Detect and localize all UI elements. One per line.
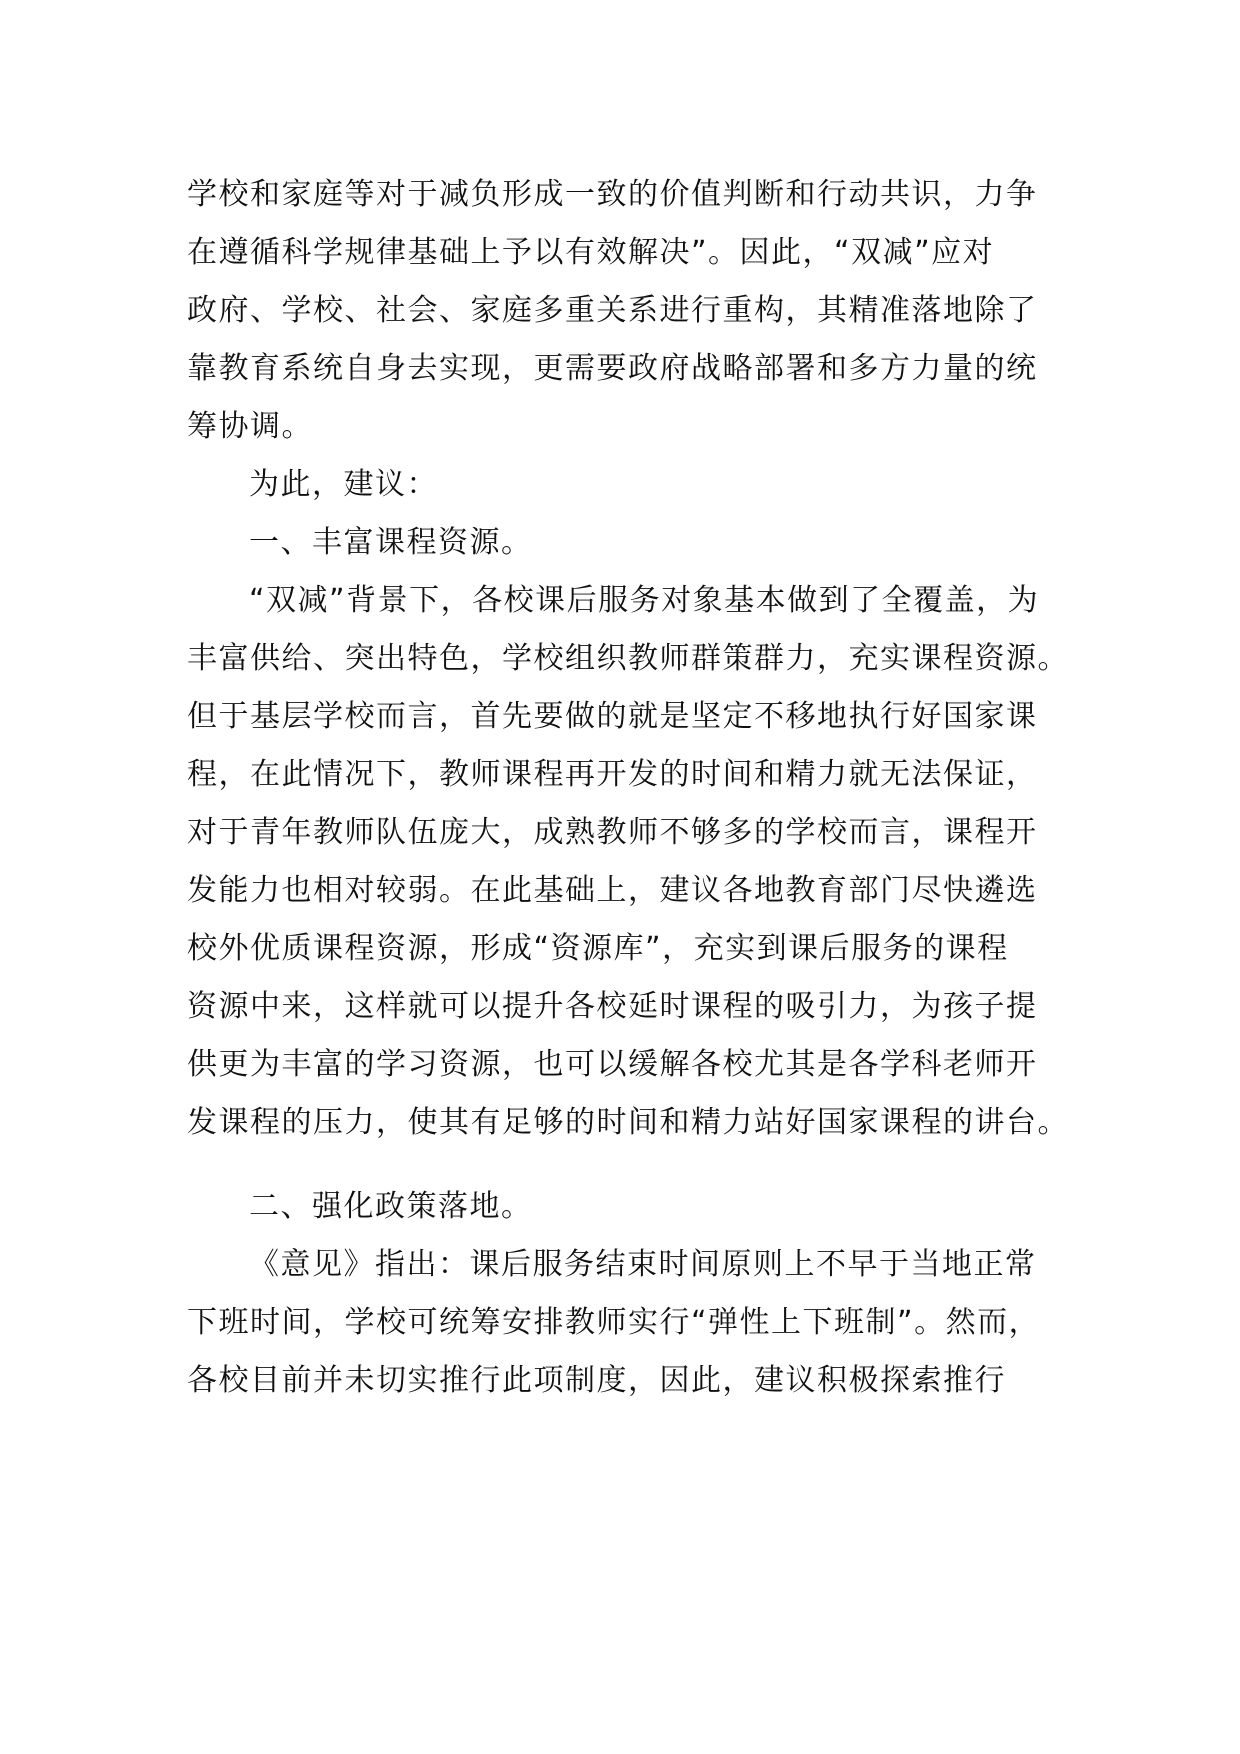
text-line: “双减”背景下，各校课后服务对象基本做到了全覆盖，为: [249, 583, 1040, 618]
text-line: 校外优质课程资源，形成“资源库”，充实到课后服务的课程: [187, 931, 1009, 966]
text-line: 靠教育系统自身去实现，更需要政府战略部署和多方力量的统: [187, 351, 1038, 386]
text-line: 对于青年教师队伍庞大，成熟教师不够多的学校而言，课程开: [187, 815, 1038, 850]
paragraph-intro: 为此，建议：: [249, 467, 438, 502]
text-line: 《意见》指出：课后服务结束时间原则上不早于当地正常: [249, 1247, 1037, 1282]
text-line: 学校和家庭等对于减负形成一致的价值判断和行动共识，力争: [187, 177, 1038, 212]
text-line: 供更为丰富的学习资源，也可以缓解各校尤其是各学科老师开: [187, 1047, 1038, 1082]
text-line: 丰富供给、突出特色，学校组织教师群策群力，充实课程资源。: [187, 641, 1069, 676]
text-line: 下班时间，学校可统筹安排教师实行“弹性上下班制”。然而，: [187, 1305, 1041, 1340]
text-line: 发课程的压力，使其有足够的时间和精力站好国家课程的讲台。: [187, 1105, 1069, 1140]
text-line: 各校目前并未切实推行此项制度，因此，建议积极探索推行: [187, 1363, 1006, 1398]
text-line: 在遵循科学规律基础上予以有效解决”。因此，“双减”应对: [187, 235, 995, 270]
text-line: 程，在此情况下，教师课程再开发的时间和精力就无法保证，: [187, 757, 1038, 792]
section-heading: 一、丰富课程资源。: [249, 525, 533, 560]
section-heading: 二、强化政策落地。: [249, 1189, 533, 1224]
text-line: 筹协调。: [187, 409, 313, 444]
text-line: 发能力也相对较弱。在此基础上，建议各地教育部门尽快遴选: [187, 873, 1038, 908]
text-line: 资源中来，这样就可以提升各校延时课程的吸引力，为孩子提: [187, 989, 1038, 1024]
text-line: 政府、学校、社会、家庭多重关系进行重构，其精准落地除了: [187, 293, 1038, 328]
text-line: 但于基层学校而言，首先要做的就是坚定不移地执行好国家课: [187, 699, 1038, 734]
